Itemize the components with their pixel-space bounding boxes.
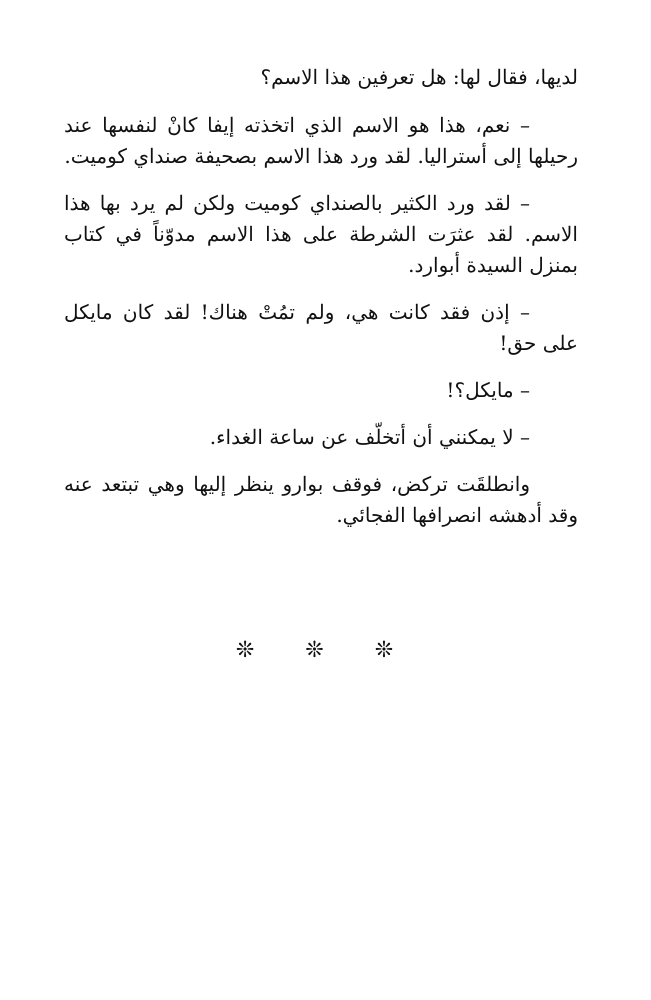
- paragraph-7: وانطلقَت تركض، فوقف بوارو ينظر إليها وهي تبتعد عنه وقد أدهشه انصرافها الفجائي.: [64, 472, 578, 527]
- paragraph-1: لديها، فقال لها: هل تعرفين هذا الاسم؟: [260, 65, 578, 89]
- section-break-ornament: ❊ ❊ ❊: [235, 638, 416, 663]
- paragraph-5: – مايكل؟!: [446, 378, 530, 402]
- paragraph-4: – إذن فقد كانت هي، ولم تمُتْ هناك! لقد كان مايكل على حق!: [64, 300, 578, 355]
- paragraph-6: – لا يمكنني أن أتخلّف عن ساعة الغداء.: [209, 425, 530, 449]
- book-page-text: [64, 62, 578, 547]
- paragraph-2: – نعم، هذا هو الاسم الذي اتخذته إيفا كانْ لنفسها عند رحيلها إلى أستراليا. لقد ورد هذا الاسم بصحيفة صنداي كوميت.: [64, 113, 578, 168]
- paragraph-3: – لقد ورد الكثير بالصنداي كوميت ولكن لم يرد بها هذا الاسم. لقد عثرَت الشرطة على هذا الاسم مدوّناً في كتاب بمنزل السيدة أبوارد.: [64, 191, 578, 277]
